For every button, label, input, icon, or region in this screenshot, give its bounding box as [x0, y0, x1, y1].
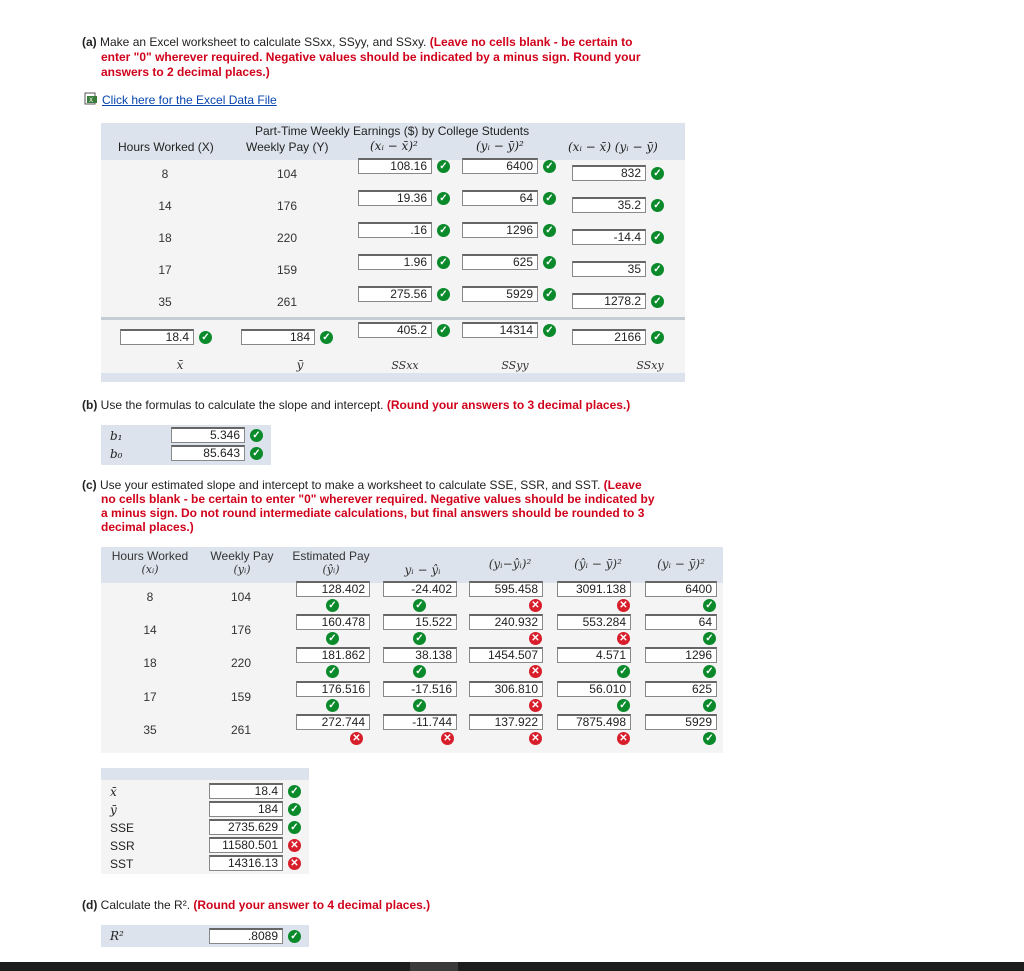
- c-row4-y: 159: [230, 690, 252, 704]
- x-circle-icon: ✕: [529, 599, 542, 612]
- x-circle-icon: ✕: [529, 632, 542, 645]
- b0-label: b₀: [110, 447, 123, 461]
- col-xy-product: (xᵢ − x̄) (yᵢ − ȳ): [568, 140, 658, 154]
- part-a-instruction-3: answers to 2 decimal places.): [101, 65, 270, 79]
- part-b-label: (b): [82, 398, 98, 412]
- c-col-residual-squared: (yᵢ−ŷᵢ)²: [488, 557, 532, 571]
- check-circle-icon: ✓: [703, 599, 716, 612]
- a-ssxx-input[interactable]: 405.2: [358, 322, 432, 338]
- c-row5-tot2-input[interactable]: 5929: [645, 714, 717, 730]
- bottom-taskbar: [0, 962, 1024, 971]
- table-title: Part-Time Weekly Earnings ($) by College Students: [255, 124, 530, 138]
- summary-xbar-label: x̄: [110, 785, 117, 799]
- c-col-pay: Weekly Pay: [210, 549, 274, 563]
- a-xbar-input[interactable]: 18.4: [120, 329, 194, 345]
- c-row1-resid2-input[interactable]: 595.458: [469, 581, 543, 597]
- check-circle-icon: ✓: [288, 821, 301, 834]
- a-row1-yy-input[interactable]: 6400: [462, 158, 538, 174]
- check-circle-icon: ✓: [437, 256, 450, 269]
- c-row3-resid2-input[interactable]: 1454.507: [469, 647, 543, 663]
- summary-panel-header: [101, 768, 309, 780]
- check-circle-icon: ✓: [651, 231, 664, 244]
- c-row4-resid-input[interactable]: -17.516: [383, 681, 457, 697]
- part-d-instruction: (Round your answer to 4 decimal places.): [193, 898, 431, 912]
- part-c-label: (c): [82, 478, 97, 492]
- x-circle-icon: ✕: [529, 699, 542, 712]
- check-circle-icon: ✓: [543, 256, 556, 269]
- c-row2-est-input[interactable]: 160.478: [296, 614, 370, 630]
- a-ssxy-input[interactable]: 2166: [572, 329, 646, 345]
- a-row3-xy-input[interactable]: -14.4: [572, 229, 646, 245]
- check-circle-icon: ✓: [288, 930, 301, 943]
- a-row5-xy-input[interactable]: 1278.2: [572, 293, 646, 309]
- c-row1-est-input[interactable]: 128.402: [296, 581, 370, 597]
- foot-xbar: x̄: [176, 358, 184, 372]
- foot-ssxy: SSxy: [636, 359, 664, 372]
- part-b-instruction: (Round your answers to 3 decimal places.): [386, 398, 631, 412]
- excel-file-icon[interactable]: [84, 92, 98, 105]
- check-circle-icon: ✓: [651, 295, 664, 308]
- a-row4-xy-input[interactable]: 35: [572, 261, 646, 277]
- taskbar-segment: [410, 962, 458, 971]
- a-row1-y: 104: [276, 167, 298, 181]
- check-circle-icon: ✓: [437, 160, 450, 173]
- a-ssyy-input[interactable]: 14314: [462, 322, 538, 338]
- c-row4-resid2-input[interactable]: 306.810: [469, 681, 543, 697]
- check-circle-icon: ✓: [326, 699, 339, 712]
- part-a-table-footer-band: [101, 373, 685, 382]
- c-row4-x: 17: [143, 690, 157, 704]
- check-circle-icon: ✓: [617, 665, 630, 678]
- summary-sse-label: SSE: [110, 821, 135, 835]
- c-row1-tot2-input[interactable]: 6400: [645, 581, 717, 597]
- part-c-instruction-1: (Leave: [603, 478, 642, 492]
- c-row3-est-input[interactable]: 181.862: [296, 647, 370, 663]
- part-c-text: Use your estimated slope and intercept to make a worksheet to calculate SSE, SSR, and SST.: [100, 478, 601, 492]
- check-circle-icon: ✓: [288, 785, 301, 798]
- check-circle-icon: ✓: [437, 224, 450, 237]
- check-circle-icon: ✓: [437, 288, 450, 301]
- c-row1-resid-input[interactable]: -24.402: [383, 581, 457, 597]
- check-circle-icon: ✓: [617, 699, 630, 712]
- c-row2-reg2-input[interactable]: 553.284: [557, 614, 631, 630]
- part-b-question: [82, 398, 702, 412]
- x-circle-icon: ✕: [350, 732, 363, 745]
- c-row2-resid-input[interactable]: 15.522: [383, 614, 457, 630]
- c-row1-x: 8: [146, 590, 154, 604]
- check-circle-icon: ✓: [543, 224, 556, 237]
- summary-ssr-input[interactable]: 11580.501: [209, 837, 283, 853]
- a-row5-yy-input[interactable]: 5929: [462, 286, 538, 302]
- x-circle-icon: ✕: [288, 839, 301, 852]
- part-b-text: Use the formulas to calculate the slope and intercept.: [100, 398, 384, 412]
- x-circle-icon: ✕: [441, 732, 454, 745]
- a-row3-y: 220: [276, 231, 298, 245]
- check-circle-icon: ✓: [326, 632, 339, 645]
- x-circle-icon: ✕: [288, 857, 301, 870]
- c-row2-x: 14: [143, 623, 157, 637]
- c-row5-resid2-input[interactable]: 137.922: [469, 714, 543, 730]
- check-circle-icon: ✓: [651, 263, 664, 276]
- a-row3-x: 18: [158, 231, 172, 245]
- check-circle-icon: ✓: [326, 665, 339, 678]
- foot-ybar: ȳ: [296, 358, 304, 372]
- summary-sst-label: SST: [110, 857, 134, 871]
- a-row3-xx-input[interactable]: .16: [358, 222, 432, 238]
- c-row3-tot2-input[interactable]: 1296: [645, 647, 717, 663]
- x-circle-icon: ✕: [617, 632, 630, 645]
- part-c-question: [82, 478, 702, 492]
- b1-input[interactable]: 5.346: [171, 427, 245, 443]
- part-c-instruction-2: no cells blank - be certain to enter "0" wherever required. Negative values should be indicated by: [101, 492, 655, 506]
- c-row2-y: 176: [230, 623, 252, 637]
- check-circle-icon: ✓: [543, 324, 556, 337]
- part-a-text: Make an Excel worksheet to calculate SSxx, SSyy, and SSxy.: [100, 35, 427, 49]
- summary-sst-input[interactable]: 14316.13: [209, 855, 283, 871]
- check-circle-icon: ✓: [413, 699, 426, 712]
- c-row3-reg2-input[interactable]: 4.571: [557, 647, 631, 663]
- summary-sse-input[interactable]: 2735.629: [209, 819, 283, 835]
- c-row5-resid-input[interactable]: -11.744: [383, 714, 457, 730]
- check-circle-icon: ✓: [413, 599, 426, 612]
- a-row2-x: 14: [158, 199, 172, 213]
- c-col-residual: yᵢ − ŷᵢ: [404, 563, 441, 577]
- part-a-label: (a): [82, 35, 97, 49]
- part-d-label: (d): [82, 898, 98, 912]
- x-circle-icon: ✕: [529, 665, 542, 678]
- a-row2-yy-input[interactable]: 64: [462, 190, 538, 206]
- a-row4-xx-input[interactable]: 1.96: [358, 254, 432, 270]
- col-y-deviation-squared: (yᵢ − ȳ)²: [476, 139, 524, 153]
- excel-data-link[interactable]: Click here for the Excel Data File: [102, 93, 277, 107]
- check-circle-icon: ✓: [543, 192, 556, 205]
- check-circle-icon: ✓: [703, 632, 716, 645]
- col-x-deviation-squared: (xᵢ − x̄)²: [370, 139, 418, 153]
- foot-ssxx: SSxx: [391, 359, 419, 372]
- a-row2-xy-input[interactable]: 35.2: [572, 197, 646, 213]
- c-row2-tot2-input[interactable]: 64: [645, 614, 717, 630]
- c-col-est-sub: (ŷᵢ): [322, 563, 340, 576]
- a-ybar-input[interactable]: 184: [241, 329, 315, 345]
- c-col-hours-sub: (xᵢ): [141, 563, 159, 576]
- a-row5-x: 35: [158, 295, 172, 309]
- col-weekly-pay: Weekly Pay (Y): [246, 140, 329, 154]
- b1-label: b₁: [110, 429, 123, 443]
- x-circle-icon: ✕: [617, 599, 630, 612]
- check-circle-icon: ✓: [250, 429, 263, 442]
- c-row3-y: 220: [230, 656, 252, 670]
- c-row4-tot2-input[interactable]: 625: [645, 681, 717, 697]
- check-circle-icon: ✓: [703, 699, 716, 712]
- r2-label: R²: [110, 929, 124, 943]
- c-row1-reg2-input[interactable]: 3091.138: [557, 581, 631, 597]
- check-circle-icon: ✓: [326, 599, 339, 612]
- c-row5-y: 261: [230, 723, 252, 737]
- check-circle-icon: ✓: [651, 331, 664, 344]
- summary-ybar-input[interactable]: 184: [209, 801, 283, 817]
- check-circle-icon: ✓: [288, 803, 301, 816]
- part-a-instruction-1: (Leave no cells blank - be certain to: [429, 35, 633, 49]
- c-col-total-squared: (yᵢ − ȳ)²: [657, 557, 705, 571]
- col-hours-worked: Hours Worked (X): [118, 140, 214, 154]
- a-row5-xx-input[interactable]: 275.56: [358, 286, 432, 302]
- part-a-question: [82, 35, 682, 49]
- a-row4-yy-input[interactable]: 625: [462, 254, 538, 270]
- c-row3-x: 18: [143, 656, 157, 670]
- part-d-text: Calculate the R².: [100, 898, 191, 912]
- check-circle-icon: ✓: [651, 199, 664, 212]
- a-row2-y: 176: [276, 199, 298, 213]
- a-row4-x: 17: [158, 263, 172, 277]
- c-row4-est-input[interactable]: 176.516: [296, 681, 370, 697]
- part-a-instruction-2: enter "0" wherever required. Negative values should be indicated by a minus sign. Round your: [101, 50, 641, 64]
- check-circle-icon: ✓: [437, 324, 450, 337]
- check-circle-icon: ✓: [413, 665, 426, 678]
- check-circle-icon: ✓: [651, 167, 664, 180]
- totals-divider: [101, 317, 685, 320]
- r2-input[interactable]: .8089: [209, 928, 283, 944]
- part-d-question: [82, 898, 702, 912]
- c-row5-est-input[interactable]: 272.744: [296, 714, 370, 730]
- check-circle-icon: ✓: [320, 331, 333, 344]
- check-circle-icon: ✓: [250, 447, 263, 460]
- a-row2-xx-input[interactable]: 19.36: [358, 190, 432, 206]
- check-circle-icon: ✓: [413, 632, 426, 645]
- a-row1-xx-input[interactable]: 108.16: [358, 158, 432, 174]
- c-row5-x: 35: [143, 723, 157, 737]
- a-row4-y: 159: [276, 263, 298, 277]
- c-row2-resid2-input[interactable]: 240.932: [469, 614, 543, 630]
- check-circle-icon: ✓: [543, 288, 556, 301]
- c-col-est: Estimated Pay: [292, 549, 370, 563]
- a-row1-x: 8: [161, 167, 169, 181]
- a-row1-xy-input[interactable]: 832: [572, 165, 646, 181]
- c-col-hours: Hours Worked: [111, 549, 189, 563]
- part-c-instruction-3: a minus sign. Do not round intermediate calculations, but final answers should be rounded to 3: [101, 506, 645, 520]
- c-row5-reg2-input[interactable]: 7875.498: [557, 714, 631, 730]
- check-circle-icon: ✓: [543, 160, 556, 173]
- check-circle-icon: ✓: [437, 192, 450, 205]
- svg-text:X: X: [89, 97, 94, 104]
- c-col-pay-sub: (yᵢ): [233, 563, 251, 576]
- a-row5-y: 261: [276, 295, 298, 309]
- a-row3-yy-input[interactable]: 1296: [462, 222, 538, 238]
- x-circle-icon: ✕: [617, 732, 630, 745]
- c-row1-y: 104: [230, 590, 252, 604]
- summary-xbar-input[interactable]: 18.4: [209, 783, 283, 799]
- part-c-instruction-4: decimal places.): [101, 520, 194, 534]
- foot-ssyy: SSyy: [501, 359, 529, 372]
- check-circle-icon: ✓: [703, 665, 716, 678]
- check-circle-icon: ✓: [199, 331, 212, 344]
- x-circle-icon: ✕: [529, 732, 542, 745]
- c-col-regression-squared: (ŷᵢ − ȳ)²: [574, 557, 622, 571]
- b0-input[interactable]: 85.643: [171, 445, 245, 461]
- c-row4-reg2-input[interactable]: 56.010: [557, 681, 631, 697]
- summary-ybar-label: ȳ: [110, 803, 117, 817]
- summary-ssr-label: SSR: [110, 839, 135, 853]
- check-circle-icon: ✓: [703, 732, 716, 745]
- c-row3-resid-input[interactable]: 38.138: [383, 647, 457, 663]
